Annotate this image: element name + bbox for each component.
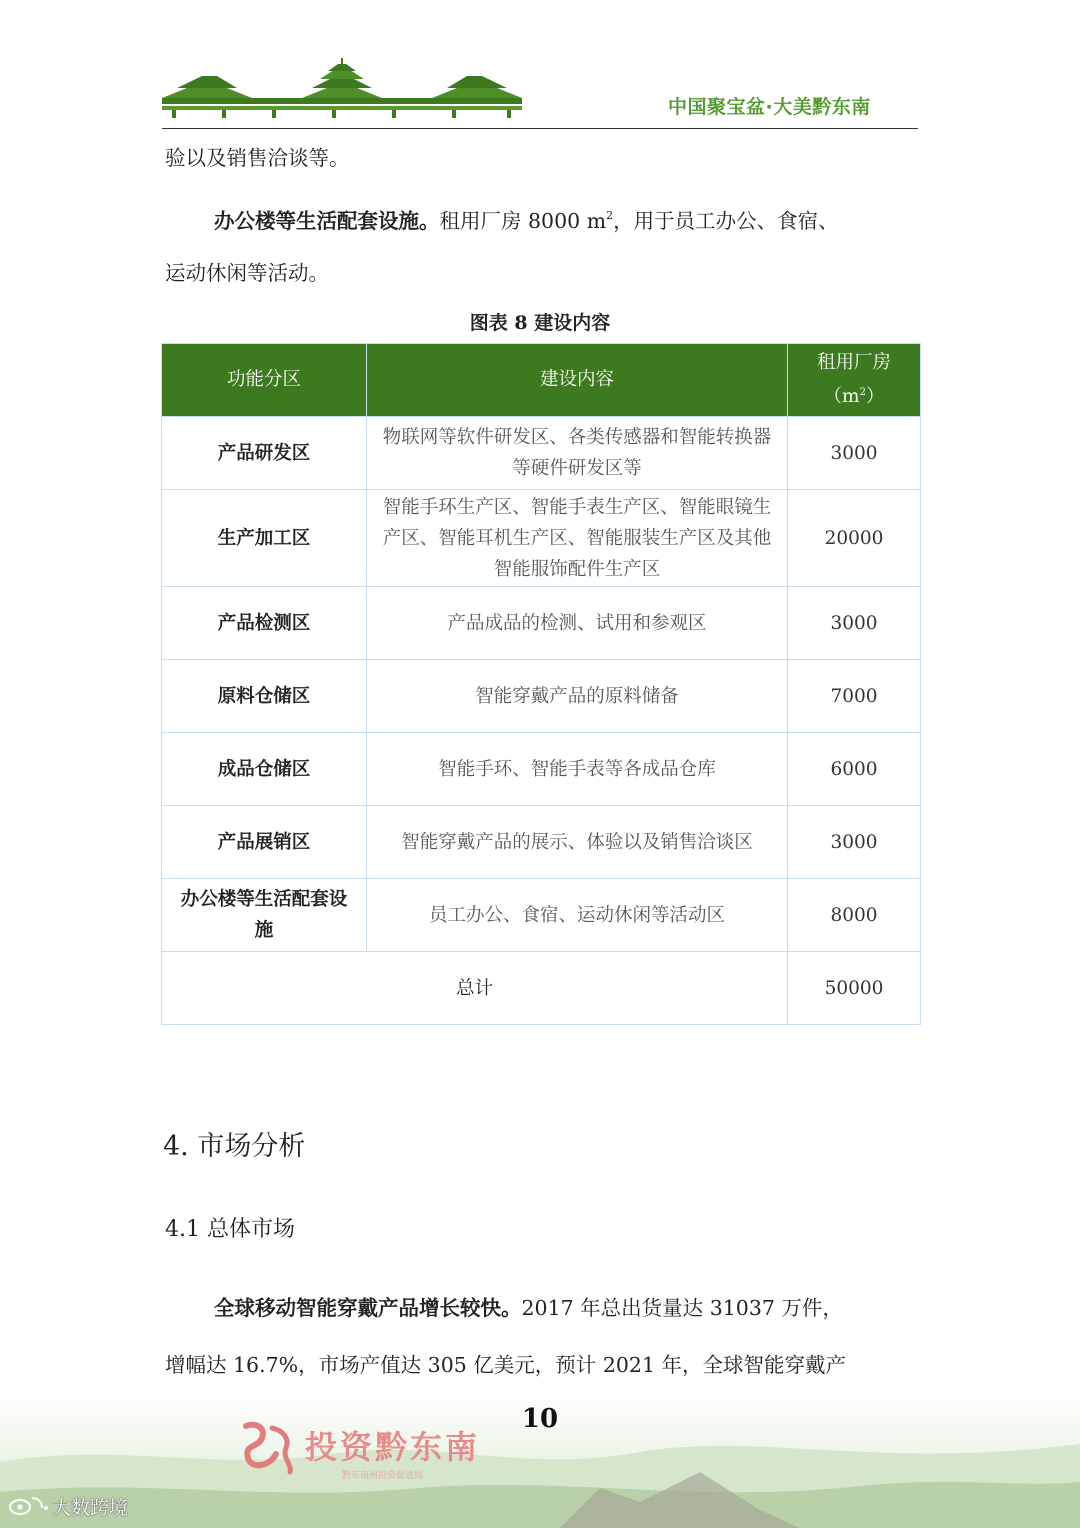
zone-cell: 产品研发区 — [162, 417, 367, 490]
superscript-2: 2 — [606, 209, 614, 222]
area-cell: 3000 — [788, 417, 921, 490]
content-cell: 员工办公、食宿、运动休闲等活动区 — [367, 879, 788, 952]
header-area — [788, 344, 921, 417]
section-heading: 4. 市场分析 — [163, 1131, 306, 1162]
area-cell: 3000 — [788, 806, 921, 879]
paragraph-market-line2: 增幅达 16.7%，市场产值达 305 亿美元，预计 2021 年，全球智能穿戴产 — [165, 1353, 847, 1377]
header-area-open: （m — [823, 386, 860, 407]
pavilion-bridge-icon — [162, 58, 522, 120]
table-row — [162, 587, 921, 660]
paragraph-office-text: 租用厂房 8000 m — [439, 209, 607, 233]
table-row — [162, 490, 921, 587]
content-cell: 智能穿戴产品的展示、体验以及销售洽谈区 — [367, 806, 788, 879]
table-row — [162, 806, 921, 879]
total-value: 50000 — [788, 952, 921, 1025]
table-caption: 图表 8 建设内容 — [469, 312, 611, 334]
area-cell: 8000 — [788, 879, 921, 952]
header-area-close: ） — [865, 386, 885, 407]
table-row — [162, 660, 921, 733]
paragraph-office-line1 — [214, 202, 974, 235]
header-area-line1: 租用厂房 — [816, 352, 891, 373]
content-cell: 物联网等软件研发区、各类传感器和智能转换器等硬件研发区等 — [367, 417, 788, 490]
area-cell: 20000 — [788, 490, 921, 587]
content-cell: 智能穿戴产品的原料储备 — [367, 660, 788, 733]
footer-brand-sub: 黔东南州投资促进局 — [342, 1471, 424, 1481]
content-cell: 智能手环生产区、智能手表生产区、智能眼镜生产区、智能耳机生产区、智能服装生产区及其他智能服饰配件生产区 — [367, 490, 788, 587]
subsection-heading: 4.1 总体市场 — [165, 1217, 295, 1242]
zone-cell: 原料仓储区 — [162, 660, 367, 733]
zone-cell: 生产加工区 — [162, 490, 367, 587]
page-number: 10 — [521, 1404, 559, 1434]
table-row — [162, 733, 921, 806]
paragraph-market-line1 — [214, 1294, 974, 1322]
header-content: 建设内容 — [367, 344, 788, 417]
table-row — [162, 417, 921, 490]
table-row — [162, 879, 921, 952]
zone-cell: 产品展销区 — [162, 806, 367, 879]
paragraph-continuation: 验以及销售洽谈等。 — [165, 146, 350, 170]
area-cell: 3000 — [788, 587, 921, 660]
watermark-text: 大数跨境 — [52, 1497, 129, 1519]
paragraph-office-line2: 运动休闲等活动。 — [165, 261, 329, 285]
paragraph-office-lead: 办公楼等生活配套设施。 — [214, 209, 440, 233]
area-cell: 6000 — [788, 733, 921, 806]
construction-content-table — [161, 343, 921, 1025]
area-cell: 7000 — [788, 660, 921, 733]
header-slogan: 中国聚宝盆·大美黔东南 — [668, 96, 871, 118]
footer-brand-name: 投资黔东南 — [305, 1428, 481, 1466]
weibo-icon — [8, 1494, 50, 1516]
total-label: 总计 — [162, 952, 788, 1025]
zone-cell: 成品仓储区 — [162, 733, 367, 806]
header-area-sup: 2 — [859, 387, 866, 398]
brand-seal-icon — [236, 1418, 298, 1478]
paragraph-office-text-end: ，用于员工办公、食宿、 — [613, 209, 839, 233]
table-header-row — [162, 344, 921, 417]
header-divider — [162, 128, 918, 129]
header-zone: 功能分区 — [162, 344, 367, 417]
paragraph-market-lead: 全球移动智能穿戴产品增长较快。 — [214, 1296, 522, 1320]
zone-cell: 产品检测区 — [162, 587, 367, 660]
table-total-row — [162, 952, 921, 1025]
paragraph-market-text: 2017 年总出货量达 31037 万件， — [521, 1296, 843, 1320]
zone-cell: 办公楼等生活配套设施 — [162, 879, 367, 952]
content-cell: 智能手环、智能手表等各成品仓库 — [367, 733, 788, 806]
content-cell: 产品成品的检测、试用和参观区 — [367, 587, 788, 660]
